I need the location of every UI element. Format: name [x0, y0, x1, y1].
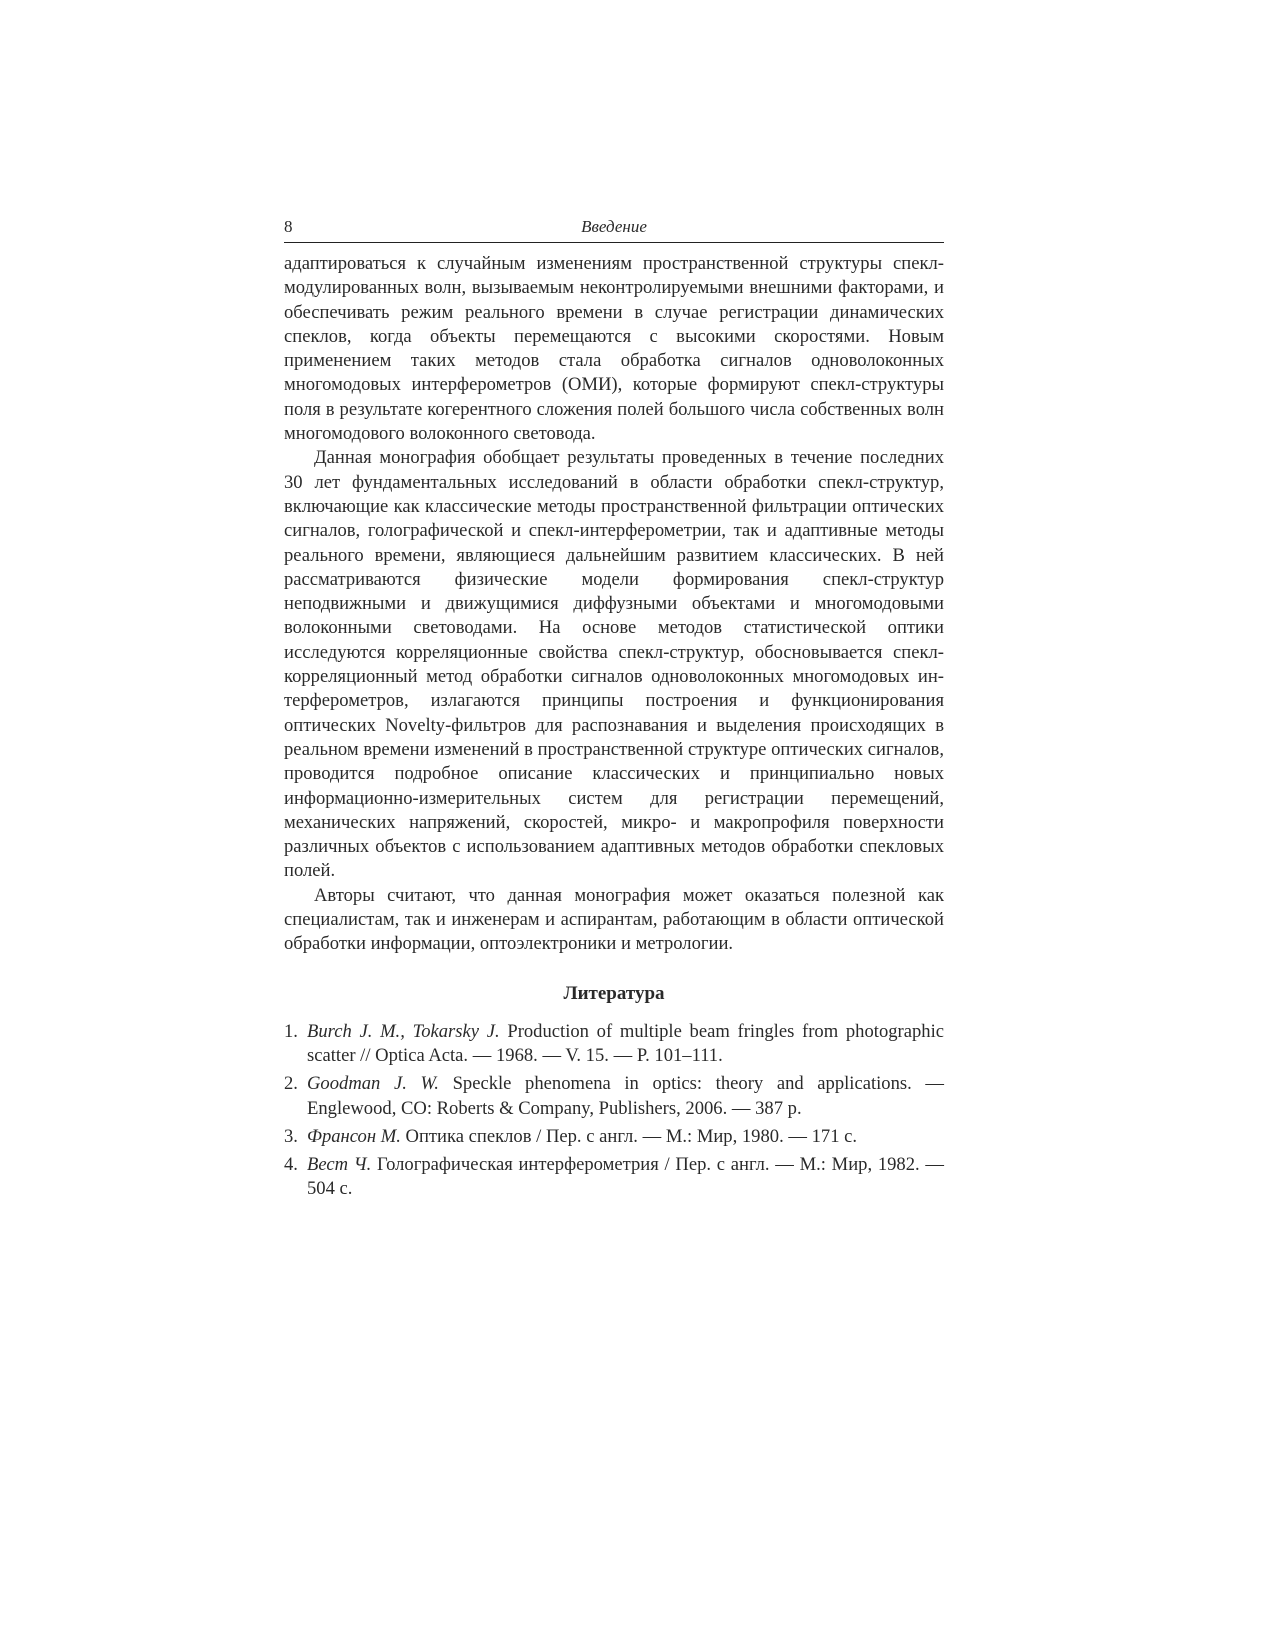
reference-item — [284, 1072, 944, 1121]
paragraph-monograph-summary: Данная монография обобщает результаты проведенных в течение последних 30 лет фундаментальных исследований в области обработки спекл-структур, включающие как классические методы пространственной фильтрации оптических сигналов, голографической и спекл-интерферометрии, так и адаптивные методы реального времени, являющиеся дальнейшим развитием классических. В ней рассматриваются физические модели формирования спекл-структур неподвижными и движущимися диффузными объектами и многомодовыми волоконными световодами. На основе методов статистической оптики исследуются корреляционные свойства спекл-структур, обосновывается спекл-корреляционный метод обработки сигналов одноволоконных многомодовых интерферометров, излагаются принципы построения и функционирования оптических Novelty-фильтров для распознавания и выделения происходящих в реальном времени изменений в пространственной структуре оптических сигналов, проводится подробное описание классических и принципиально новых информационно-измерительных систем для регистрации перемещений, механических напряжений, скоростей, микро- и макропрофиля поверхности различных объектов с использованием адаптивных методов обработки спекловых полей. — [284, 447, 944, 882]
reference-item — [284, 1125, 944, 1149]
reference-number: 2. — [284, 1073, 298, 1095]
reference-authors: Burch J. M., Tokarsky J. — [307, 1020, 500, 1042]
body-text — [284, 252, 944, 957]
running-head — [284, 216, 944, 243]
page-number: 8 — [284, 217, 293, 236]
reference-number: 3. — [284, 1125, 298, 1147]
reference-authors: Goodman J. W. — [307, 1073, 439, 1095]
book-page — [284, 216, 944, 1206]
reference-authors: Франсон М. — [307, 1125, 401, 1147]
reference-item — [284, 1153, 944, 1202]
reference-item — [284, 1020, 944, 1069]
reference-number: 1. — [284, 1020, 298, 1042]
paragraph-continuation: адаптироваться к случайным изменениям пространственной структуры спекл-модулированных волн, вызываемым неконтролируемыми внешними факторами, и обеспечивать режим реального времени в случае регистрации динамических спеклов, когда объекты перемещаются с высокими скоростями. Новым применением таких методов стала обработка сигналов одноволоконных многомодовых интерферометров (ОМИ), которые формируют спекл-структуры поля в результате когерентного сложения полей большого числа собственных волн многомодового волоконного световода. — [284, 253, 944, 445]
reference-text: Speckle phenomena in optics: theory and applications. — Englewood, CO: Roberts & Company, Publishers, 2006. — 387 p. — [307, 1073, 945, 1119]
reference-text: Голографическая интерферометрия / Пер. с англ. — М.: Мир, 1982. — 504 с. — [307, 1154, 944, 1200]
references-list — [284, 1020, 944, 1202]
reference-authors: Вест Ч. — [307, 1154, 372, 1176]
reference-text: Production of multiple beam fringles from photographic scatter // Optica Acta. — 1968. — V. 15. — P. 101–111. — [307, 1020, 944, 1066]
references-heading: Литература — [563, 982, 665, 1004]
running-title: Введение — [581, 217, 647, 236]
paragraph-audience: Авторы считают, что данная монография может оказаться полезной как специалистам, так и инженерам и аспирантам, работающим в области оптической обработки информации, оптоэлектроники и метрологии. — [284, 884, 944, 955]
reference-number: 4. — [284, 1154, 298, 1176]
reference-text: Оптика спеклов / Пер. с англ. — М.: Мир, 1980. — 171 с. — [400, 1125, 858, 1147]
